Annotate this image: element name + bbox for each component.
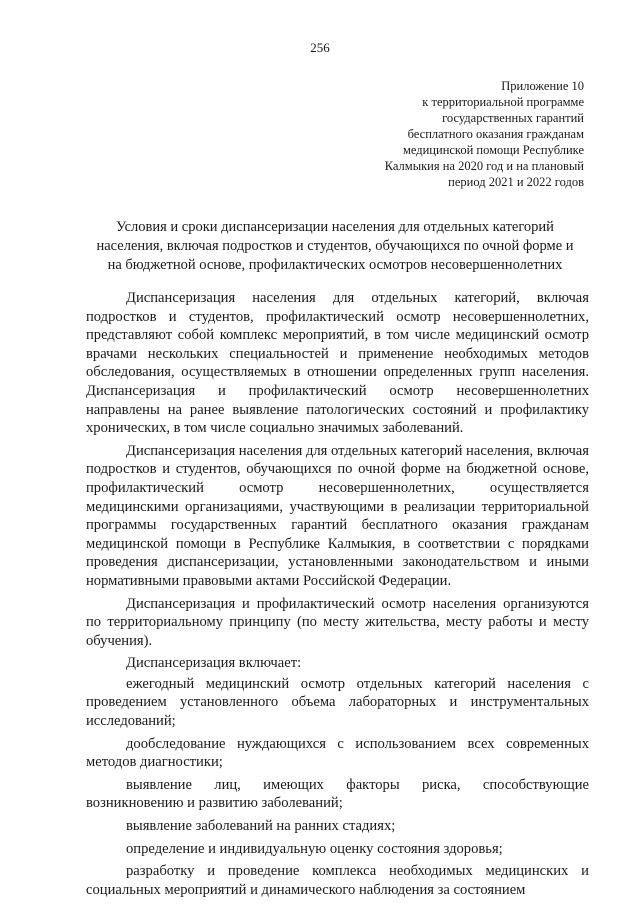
list-item: выявление заболеваний на ранних стадиях; (126, 818, 396, 835)
list-item: определение и индивидуальную оценку состояния здоровья; (126, 840, 503, 857)
page-number: 256 (310, 40, 330, 55)
title-line: населения, включая подростков и студентов, обучающихся по очной форме и (96, 238, 574, 254)
paragraph: Диспансеризация населения для отдельных категорий населения, включая подростков и студентов, обучающихся по очной форме на бюджетной основе, профилактический осмотр несовершеннолетних, осуществляется медицинскими организациями, участвующими в реализации территориальной программы государственных гарантий бесплатного оказания гражданам медицинской помощи в Республике Калмыкия, в соответствии с порядками проведения диспансеризации, установленными законодательством и иными нормативными правовыми актами Российской Федерации. (86, 442, 589, 589)
paragraph: Диспансеризация населения для отдельных категорий, включая подростков и студентов, профилактический осмотр несовершеннолетних, представляют собой комплекс мероприятий, в том числе медицинский осмотр врачами нескольких специальностей и применение необходимых методов обследования, осуществляемых в отношении определенных групп населения. Диспансеризация и профилактический осмотр несовершеннолетних направлены на ранее выявление патологических состояний и профилактику хронических, в том числе социально значимых заболеваний. (86, 290, 589, 437)
title-line: Условия и сроки диспансеризации населения для отдельных категорий (116, 219, 554, 235)
appendix-line: Приложение 10 (501, 79, 584, 93)
appendix-line: государственных гарантий (442, 111, 584, 125)
paragraph: Диспансеризация включает: (126, 655, 302, 672)
appendix-line: к территориальной программе (422, 95, 584, 109)
appendix-line: бесплатного оказания гражданам (407, 127, 584, 141)
appendix-line: период 2021 и 2022 годов (448, 175, 584, 189)
list-item: ежегодный медицинский осмотр отдельных категорий населения с проведением установленного объема лабораторных и инструментальных исследований; (86, 675, 589, 730)
list-item: дообследование нуждающихся с использованием всех современных методов диагностики; (86, 735, 589, 771)
document-title (80, 218, 590, 275)
list-item: разработку и проведение комплекса необходимых медицинских и социальных мероприятий и динамического наблюдения за состоянием (86, 863, 589, 898)
paragraph: Диспансеризация и профилактический осмотр населения организуются по территориальному принципу (по месту жительства, месту работы и месту обучения). (86, 595, 589, 649)
appendix-header (324, 78, 584, 190)
appendix-line: Калмыкия на 2020 год и на плановый (384, 159, 584, 173)
appendix-line: медицинской помощи Республике (402, 143, 584, 157)
document-body (86, 289, 589, 903)
title-line: на бюджетной основе, профилактических осмотров несовершеннолетних (107, 257, 563, 273)
list-item: выявление лиц, имеющих факторы риска, способствующие возникновению и развитию заболеваний; (86, 776, 589, 812)
